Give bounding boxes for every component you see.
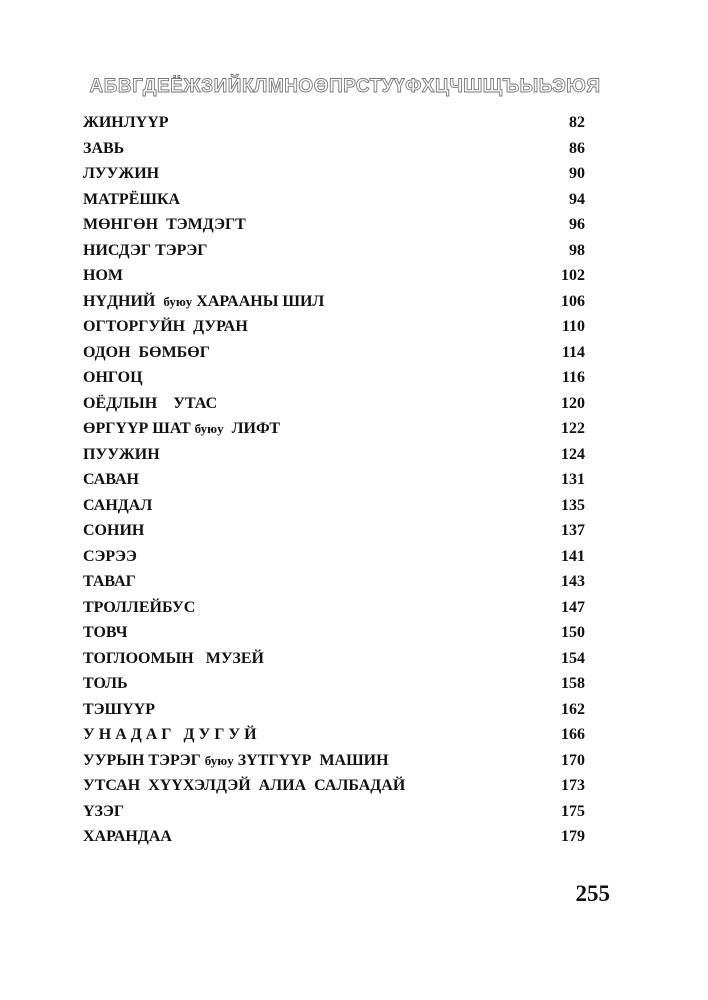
toc-entry-title — [83, 748, 389, 774]
toc-entry-page: 98 — [569, 241, 585, 259]
toc-entry-page: 166 — [561, 726, 585, 743]
toc-entry-title: СОНИН — [83, 522, 145, 539]
toc-entry — [83, 467, 585, 493]
toc-entry-page: 170 — [561, 751, 585, 769]
toc-entry-title: ОДОН БӨМБӨГ — [83, 343, 210, 361]
toc-entry-page: 137 — [561, 522, 585, 539]
toc-entry-title: ОЁДЛЫН УТАС — [83, 394, 218, 412]
toc-entry — [83, 620, 585, 646]
toc-entry-page: 86 — [569, 139, 585, 157]
toc-entry-title: МАТРЁШКА — [83, 190, 181, 208]
toc-entry-page: 124 — [561, 445, 585, 463]
toc-entry — [83, 671, 585, 697]
toc-entry-title — [83, 416, 280, 442]
toc-entry — [83, 187, 585, 213]
toc-entry-page: 143 — [561, 573, 585, 590]
toc-entry-title: ТРОЛЛЕЙБУС — [83, 598, 196, 616]
toc-entry-title: ОГТОРГУЙН ДУРАН — [83, 318, 248, 335]
alphabet-header: АБВГДЕЁЖЗИЙКЛМНОӨПРСТУҮФХЦЧШЩЪЫЬЭЮЯ — [89, 76, 601, 97]
toc-entry-page: 158 — [561, 675, 585, 692]
toc-entry — [83, 569, 585, 595]
toc-entry-title: МӨНГӨН ТЭМДЭГТ — [83, 216, 246, 233]
toc-entry — [83, 416, 585, 442]
toc-entry-page: 106 — [561, 292, 585, 310]
toc-entry-page: 96 — [569, 216, 585, 233]
toc-entry-title: ТАВАГ — [83, 573, 136, 590]
toc-entry-page: 131 — [561, 471, 585, 488]
toc-entry-title: УТСАН ХҮҮХЭЛДЭЙ АЛИА САЛБАДАЙ — [83, 777, 406, 794]
toc-entry-page: 102 — [561, 267, 585, 284]
toc-title-part: ЛИФТ — [223, 420, 281, 437]
toc-entry — [83, 442, 585, 468]
toc-entry-title — [83, 289, 324, 315]
toc-entry — [83, 340, 585, 366]
toc-entry-page: 162 — [561, 700, 585, 718]
toc-entry-page: 82 — [569, 114, 585, 131]
toc-entry — [83, 824, 585, 850]
toc-entry-title: НОМ — [83, 267, 123, 284]
toc-entry-title: ОНГОЦ — [83, 369, 143, 386]
toc-entry-page: 173 — [561, 777, 585, 794]
toc-entry — [83, 595, 585, 621]
toc-title-part: НҮДНИЙ — [83, 292, 164, 310]
toc-entry — [83, 365, 585, 391]
toc-entry-page: 135 — [561, 496, 585, 514]
toc-entry — [83, 748, 585, 774]
toc-entry — [83, 263, 585, 289]
toc-entry-page: 90 — [569, 165, 585, 182]
toc-entry — [83, 289, 585, 315]
toc-entry-page: 122 — [561, 420, 585, 437]
toc-entry — [83, 493, 585, 519]
toc-entry-title: У Н А Д А Г Д У Г У Й — [83, 726, 257, 743]
toc-entry-title: ЛУУЖИН — [83, 165, 160, 182]
toc-entry-title: ТОГЛООМЫН МУЗЕЙ — [83, 649, 264, 667]
toc-title-conjunction: буюу — [204, 752, 234, 768]
toc-entry-title: НИСДЭГ ТЭРЭГ — [83, 241, 208, 259]
toc-entry-page: 114 — [561, 343, 585, 361]
toc-title-conjunction: буюу — [194, 421, 224, 436]
toc-entry — [83, 773, 585, 799]
toc-entry — [83, 544, 585, 570]
toc-entry-title: ТОЛЬ — [83, 675, 128, 692]
toc-entry — [83, 722, 585, 748]
toc-entry-title: СЭРЭЭ — [83, 547, 137, 565]
toc-entry-title: САВАН — [83, 471, 139, 488]
toc-entry-page: 175 — [561, 802, 585, 820]
page-number: 255 — [575, 881, 610, 906]
toc-entry-page: 141 — [561, 547, 585, 565]
toc-entry-page: 150 — [561, 624, 585, 641]
toc-entry-title: ЖИНЛҮҮР — [83, 114, 169, 131]
toc-entry — [83, 136, 585, 162]
toc-entry — [83, 518, 585, 544]
table-of-contents — [83, 110, 585, 850]
toc-title-part: УУРЫН ТЭРЭГ — [83, 751, 205, 769]
toc-entry — [83, 391, 585, 417]
toc-entry — [83, 799, 585, 825]
toc-title-part: ӨРГҮҮР ШАТ — [83, 420, 195, 437]
toc-entry-title: ЗАВЬ — [83, 139, 125, 157]
toc-entry-page: 110 — [561, 318, 585, 335]
toc-entry — [83, 161, 585, 187]
toc-entry-page: 179 — [561, 828, 585, 845]
toc-entry — [83, 110, 585, 136]
toc-title-conjunction: буюу — [163, 293, 193, 309]
toc-entry — [83, 697, 585, 723]
toc-entry-title: ТОВЧ — [83, 624, 128, 641]
toc-entry-title: ХАРАНДАА — [83, 828, 172, 845]
toc-entry — [83, 646, 585, 672]
toc-entry-page: 147 — [561, 598, 585, 616]
toc-entry — [83, 212, 585, 238]
toc-entry-page: 154 — [561, 649, 585, 667]
toc-entry-title: ТЭШҮҮР — [83, 700, 155, 718]
toc-entry-page: 120 — [561, 394, 585, 412]
toc-entry-title: ҮЗЭГ — [83, 802, 125, 820]
toc-title-part: ХАРААНЫ ШИЛ — [192, 292, 325, 310]
toc-entry — [83, 314, 585, 340]
toc-entry-title: САНДАЛ — [83, 496, 153, 514]
toc-entry-title: ПУУЖИН — [83, 445, 160, 463]
toc-entry-page: 116 — [561, 369, 585, 386]
toc-title-part: ЗҮТГҮҮР МАШИН — [233, 751, 389, 769]
toc-entry-page: 94 — [569, 190, 585, 208]
toc-entry — [83, 238, 585, 264]
